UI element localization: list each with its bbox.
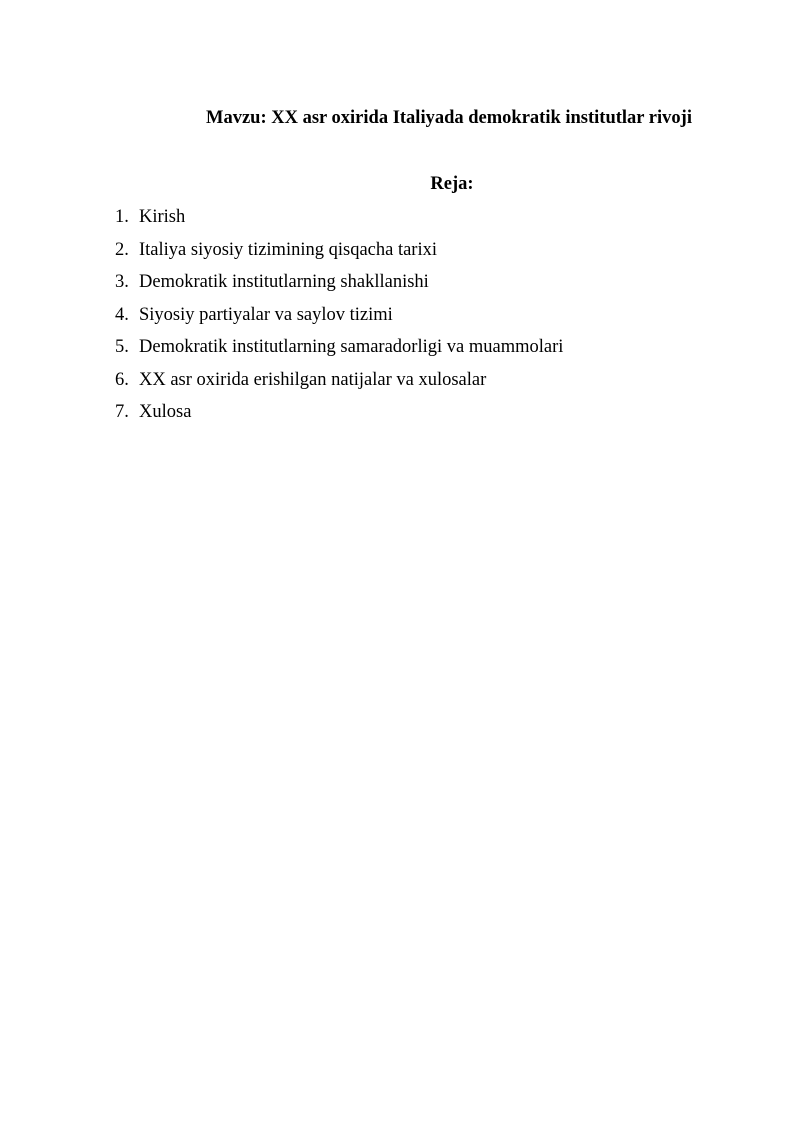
plan-item: [115, 399, 563, 432]
plan-item: [115, 367, 563, 400]
plan-item-number: 1.: [115, 207, 129, 227]
plan-item-number: 3.: [115, 272, 129, 292]
plan-item-number: 4.: [115, 304, 129, 325]
plan-item-text: Demokratik institutlarning samaradorligi va muammolari: [139, 337, 564, 357]
plan-item-number: 2.: [115, 239, 129, 260]
plan-item-number: 5.: [115, 337, 129, 357]
plan-item-number: 6.: [115, 369, 129, 390]
plan-item: [115, 269, 563, 302]
plan-item: [115, 334, 563, 367]
plan-item: [115, 302, 563, 335]
plan-item-text: Italiya siyosiy tizimining qisqacha tarixi: [139, 239, 437, 260]
plan-heading: Reja:: [430, 174, 474, 194]
plan-list: [115, 204, 563, 432]
plan-item-number: 7.: [115, 402, 129, 422]
plan-item-text: XX asr oxirida erishilgan natijalar va xulosalar: [139, 369, 487, 390]
plan-item: [115, 237, 563, 270]
plan-item-text: Xulosa: [139, 402, 192, 422]
plan-item-text: Demokratik institutlarning shakllanishi: [139, 272, 429, 292]
document-title: Mavzu: XX asr oxirida Italiyada demokratik institutlar rivoji: [206, 108, 692, 128]
plan-item-text: Siyosiy partiyalar va saylov tizimi: [139, 304, 393, 325]
plan-item-text: Kirish: [139, 207, 186, 227]
plan-item: [115, 204, 563, 237]
